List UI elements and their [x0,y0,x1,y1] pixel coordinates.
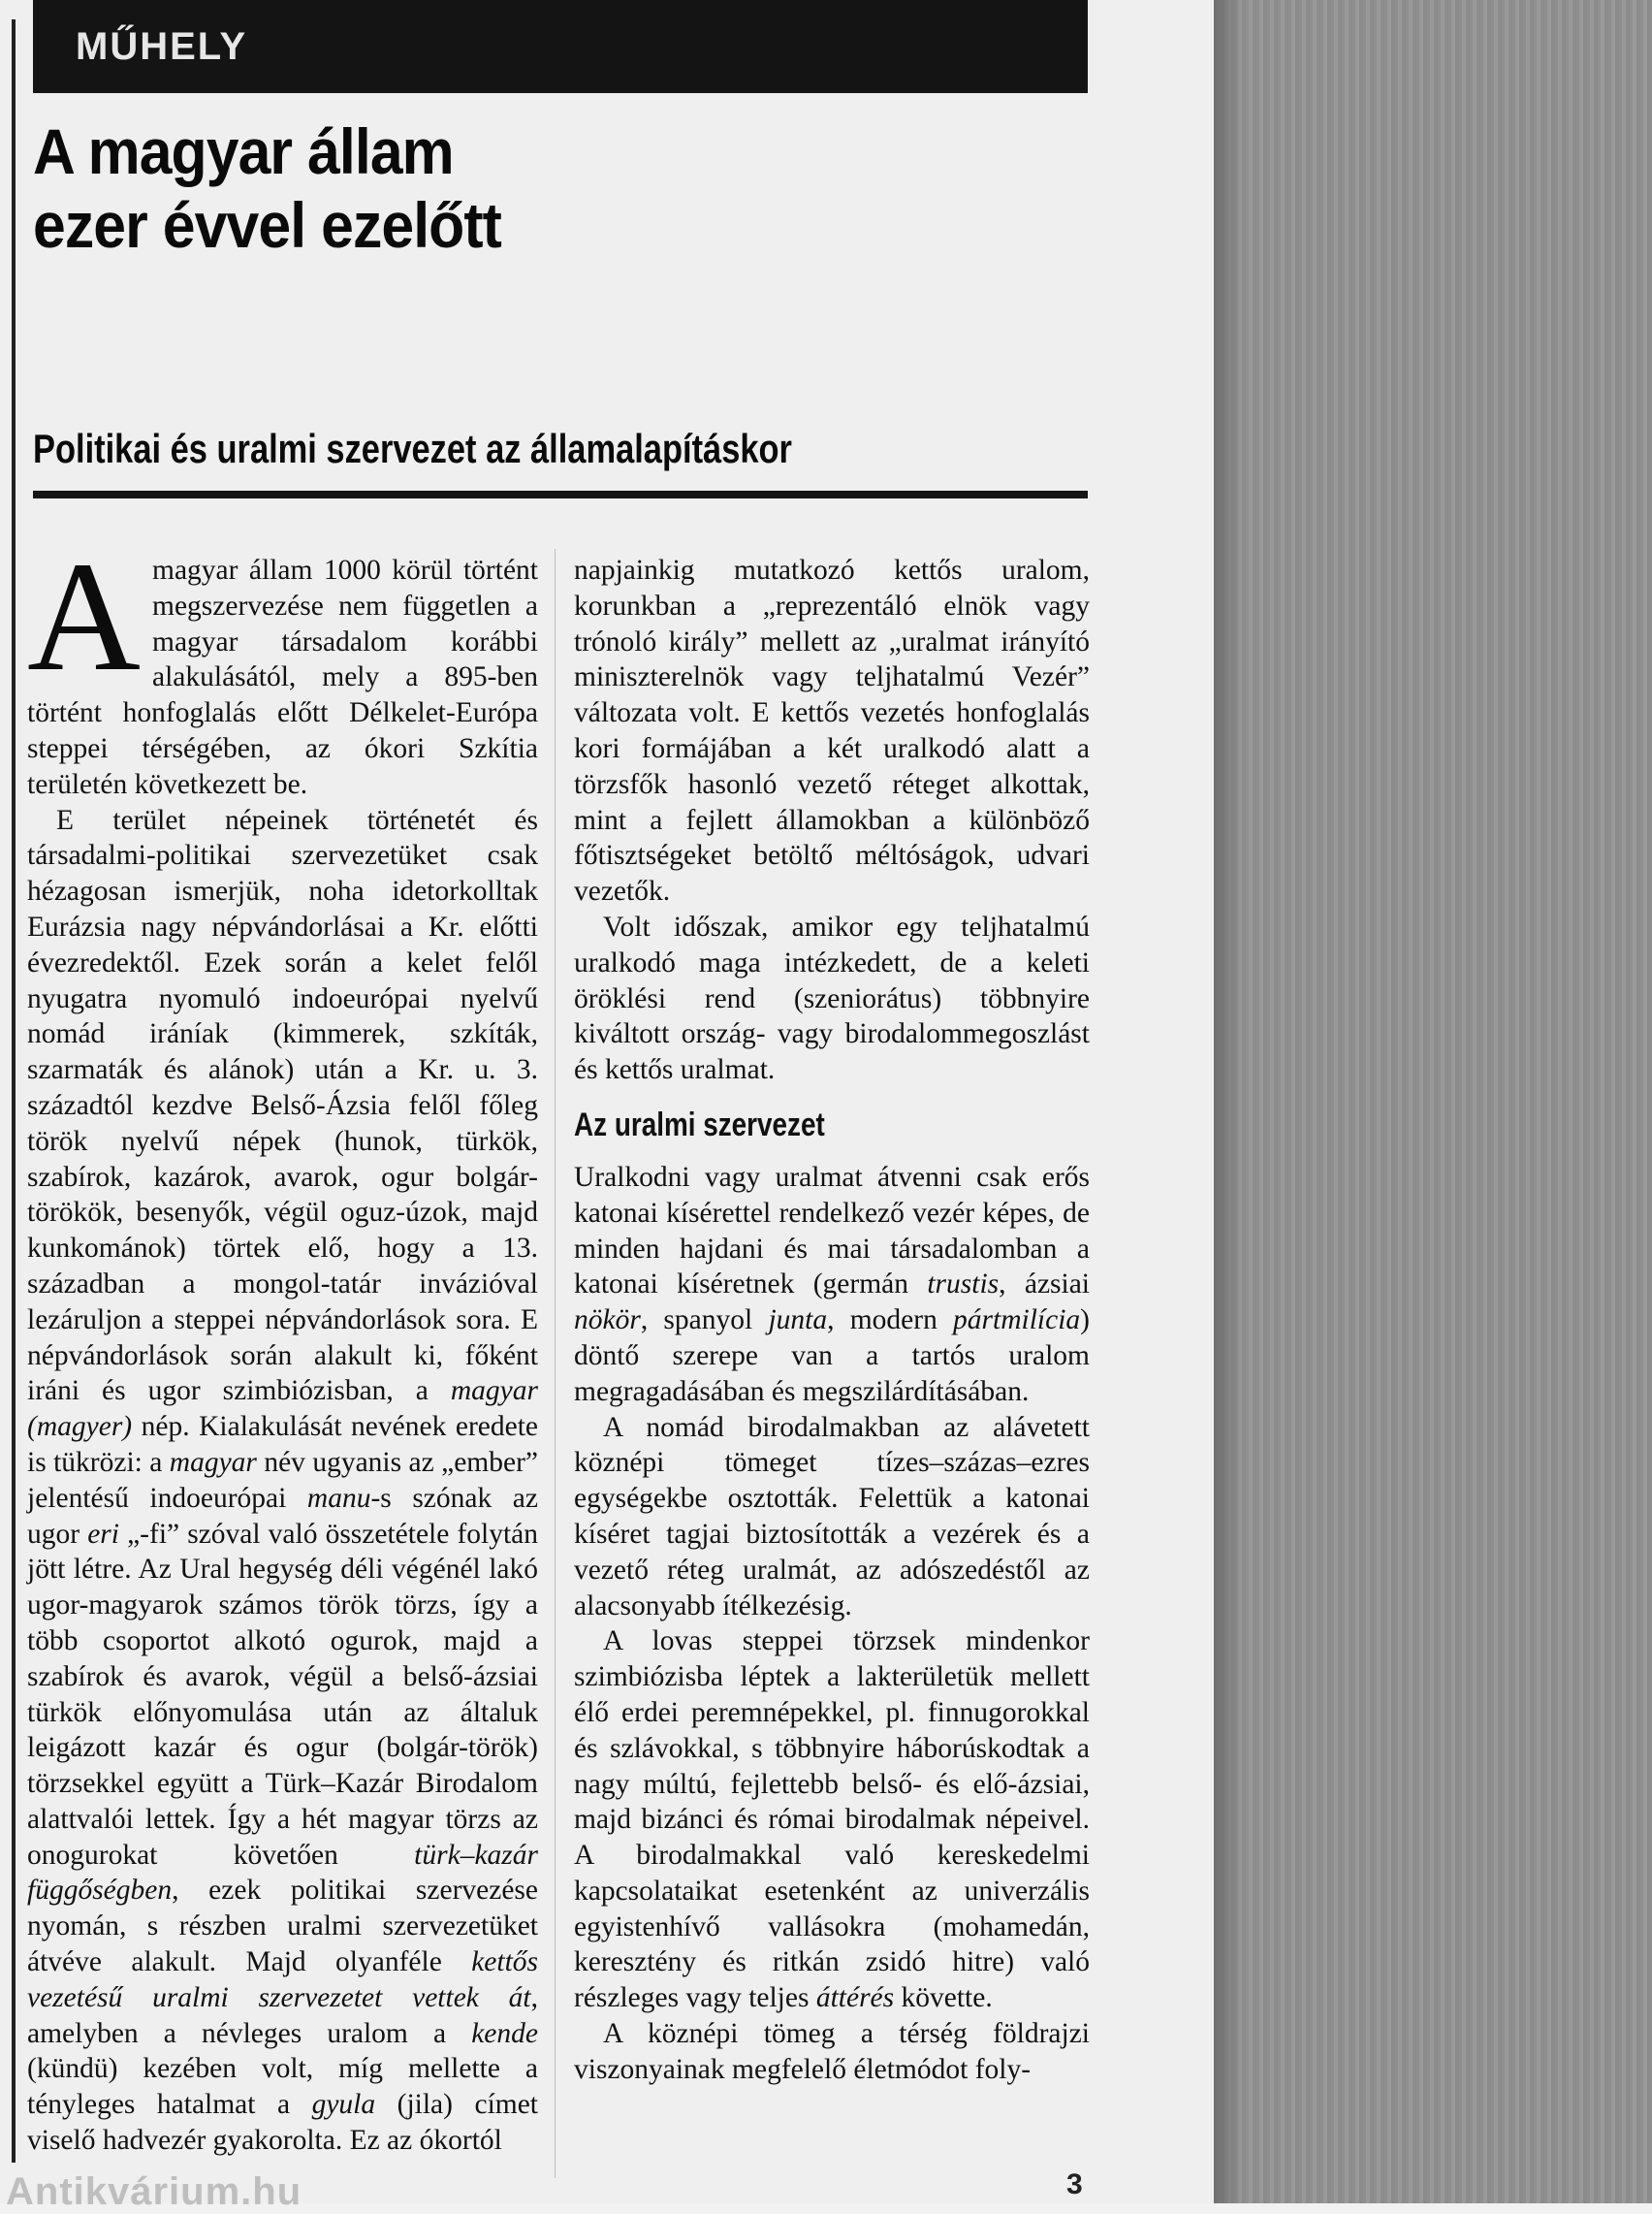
italic-term: magyar (magyer) [27,1375,538,1443]
text-run: , ezek politikai szervezése nyomán, s részben uralmi szervezetüket átvéve alakult. Majd olyanféle [27,1875,538,1978]
italic-term: trustis [927,1268,1000,1300]
italic-term: eri [87,1518,119,1550]
left-margin-rule [12,19,16,2163]
paragraph: A nomád birodalmakban az alávetett köznépi tömeget tízes–százas–ezres egységekbe osztották. Felettük a katonai kíséret tagjai biztosították a vezérek és a vezető réteg uralmát, az adószedéstől az alacsonyabb ítélkezésig. [574,1411,1090,1621]
title-line-1: A magyar állam [33,115,454,187]
text-run: E terület népeinek történetét és társadalmi-politikai szervezetüket csak hézagosan ismerjük, noha idetorkolltak Eurázsia nagy népvándorlásai a Kr. előtti évezredektől. Ezek során a kelet felől nyugatra nyomuló indoeurópai nyelvű nomád iráníak (kimmerek, szkíták, szarmaták és alánok) után a Kr. u. 3. századtól kezdve Belső-Ázsia felől főleg török nyelvű népek (hunok, türkök, szabírok, kazárok, avarok, ogur bolgár-törökök, besenyők, végül oguz-úzok, majd kunkománok) törtek elő, hogy a 13. században a mongol-tatár invázióval lezáruljon a steppei népvándorlások sora. E népvándorlások során alakult ki, főként iráni és ugor szimbiózisban, a [27,804,538,1407]
text-run: ) döntő szerepe van a tartós uralom megragadásában és megszilárdításában. [574,1304,1090,1407]
text-run: , amelyben a névleges uralom a [27,1981,538,2049]
article-title [33,114,501,262]
text-run: követte. [894,1982,993,2014]
paragraph [574,1623,1090,2016]
italic-term: junta [768,1304,828,1336]
italic-term: kende [471,2017,538,2049]
column-divider [555,549,556,2178]
page-edge-shadow [1214,0,1243,2203]
italic-term: nökör [574,1304,641,1336]
paragraph: Volt időszak, amikor egy teljhatalmú uralkodó maga intézkedett, de a keleti öröklési rend (szeniorátus) többnyire kiváltott ország- vagy birodalommegoszlást és kettős uralmat. [574,911,1090,1086]
paragraph [27,530,538,803]
paragraph: A köznépi tömeg a térség földrajzi viszonyainak megfelelő életmódot foly- [574,2018,1090,2085]
article-subtitle: Politikai és uralmi szervezet az államalapításkor [33,426,792,471]
italic-term: kettős vezetésű uralmi szervezetet vettek át [27,1946,538,2013]
text-run: „-fi” szóval való összetétele folytán jött létre. Az Ural hegység déli végénél lakó ugor-magyarok számos török törzs, így a több csoportot alkotó ogurok, majd a szabírok és avarok, végül a belső-ázsiai türkök előnyomulása után az általuk leigázott kazár és ogur (bolgár-török) törzsekkel együtt a Türk–Kazár Birodalom alattvalói lettek. Így a hét magyar törzs az onogurokat követően [27,1518,538,1871]
section-label: MŰHELY [76,25,248,68]
text-run: (kündü) kezében volt, míg mellette a tényleges hatalmat a [27,2053,538,2121]
text-run: név ugyanis az „ember” jelentésű indoeurópai [27,1446,538,1514]
text-run: -s szónak az ugor [27,1482,538,1550]
italic-term: pártmilícia [953,1304,1081,1336]
italic-term: gyula [311,2089,376,2121]
paragraph [27,803,538,2159]
text-run: , ázsiai [999,1268,1091,1300]
text-run: Uralkodni vagy uralmat átvenni csak erős katonai kísérettel rendelkező vezér képes, de minden hajdani és mai társadalomban a katonai kíséretnek (germán [574,1161,1090,1300]
italic-term: áttérés [815,1982,895,2014]
background-surface [1214,0,1652,2203]
watermark: Antikvárium.hu [6,2170,302,2213]
paragraph [574,1160,1090,1410]
subtitle-divider [33,491,1088,498]
paragraph-text: magyar állam 1000 körül történt megszervezése nem független a magyar társadalom korábbi alakulásától, mely a 895-ben történt honfoglalás előtt Délkelet-Európa steppei térségében, az ókori Szkítia területén következett be. [27,555,538,800]
text-run: A lovas steppei törzsek mindenkor szimbiózisba léptek a lakterületük mellett élő erdei peremnépekkel, pl. finnugorokkal és szlávokkal, s többnyire háborúskodtak a nagy múltú, fejlettebb belső- és elő-ázsiai, majd bizánci és római birodalmak népeivel. A birodalmakkal való kereskedelmi kapcsolataikat esetenként az univerzális egyistenhívő vallásokra (mohamedán, keresztény és ritkán zsidó hitre) való részleges vagy teljes [574,1625,1090,2014]
left-column [27,530,539,2159]
italic-term: manu [306,1482,371,1514]
title-line-2: ezer évvel ezelőtt [33,189,501,261]
text-run: nép. Kialakulását nevének eredete is tükrözi: a [27,1411,538,1478]
italic-term: magyar [169,1446,257,1478]
text-run: , modern [827,1304,954,1336]
paragraph: napjainkig mutatkozó kettős uralom, korunkban a „reprezentáló elnök vagy trónoló király” mellett az „uralmat irányító miniszterelnök vagy teljhatalmú Vezér” változata volt. E kettős vezetés honfoglalás kori formájában a két uralkodó alatt a törzsfők hasonló vezető réteget alkottak, mint a fejlett államokban a különböző főtisztségeket betöltő méltóságok, udvari vezetők. [574,555,1090,908]
text-run: , spanyol [640,1304,769,1336]
right-column [574,553,1090,2088]
text-run: (jila) címet viselő hadvezér gyakorolta. Ez az ókortól [27,2089,539,2157]
section-heading: Az uralmi szervezet [574,1106,825,1143]
drop-cap: A [27,530,141,704]
italic-term: türk–kazár függőségben [27,1839,538,1907]
page-number: 3 [1066,2168,1083,2200]
